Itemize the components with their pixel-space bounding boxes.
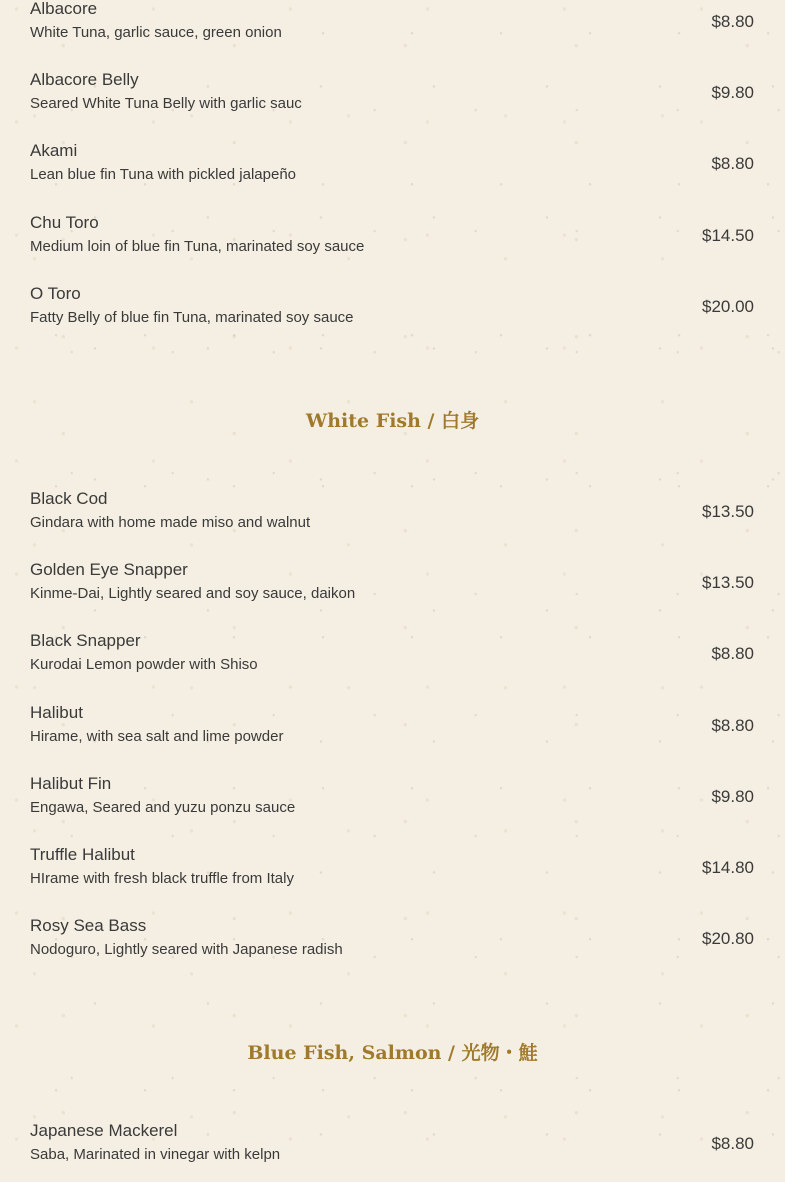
- item-price: $8.80: [711, 1134, 754, 1153]
- item-price: $13.50: [702, 502, 754, 521]
- item-name: Japanese Mackerel: [30, 1121, 178, 1140]
- item-description: Hirame, with sea salt and lime powder: [30, 728, 284, 745]
- item-price: $20.80: [702, 929, 754, 948]
- menu-item-truffle-halibut: [30, 845, 754, 905]
- item-name: Rosy Sea Bass: [30, 916, 147, 935]
- menu-item-halibut-fin: [30, 774, 754, 834]
- item-description: Kinme-Dai, Lightly seared and soy sauce, daikon: [30, 585, 356, 602]
- menu-item-black-cod: [30, 489, 754, 549]
- item-price: $9.80: [711, 787, 754, 806]
- item-name: Chu Toro: [30, 213, 99, 232]
- item-price: $13.50: [702, 573, 754, 592]
- item-name: Albacore: [30, 0, 98, 18]
- item-description: Engawa, Seared and yuzu ponzu sauce: [30, 799, 296, 816]
- item-name: Halibut Fin: [30, 774, 112, 793]
- item-description: Medium loin of blue fin Tuna, marinated soy sauce: [30, 238, 365, 255]
- item-name: Akami: [30, 141, 78, 160]
- menu-item-akami: [30, 141, 754, 201]
- item-price: $8.80: [711, 12, 754, 31]
- section-title-blue-fish-salmon: Blue Fish, Salmon / 光物・鮭: [247, 1042, 538, 1064]
- item-price: $8.80: [711, 716, 754, 735]
- menu-item-halibut: [30, 703, 754, 763]
- item-name: Halibut: [30, 703, 83, 722]
- item-name: Golden Eye Snapper: [30, 560, 188, 579]
- item-price: $20.00: [702, 297, 754, 316]
- item-price: $9.80: [711, 83, 754, 102]
- item-description: White Tuna, garlic sauce, green onion: [30, 24, 282, 41]
- item-price: $14.50: [702, 226, 754, 245]
- item-price: $8.80: [711, 644, 754, 663]
- item-description: Nodoguro, Lightly seared with Japanese radish: [30, 941, 343, 958]
- item-price: $8.80: [711, 154, 754, 173]
- item-name: Black Cod: [30, 489, 108, 508]
- menu-item-japanese-mackerel: [30, 1121, 754, 1181]
- menu-item-o-toro: [30, 284, 754, 344]
- item-name: O Toro: [30, 284, 81, 303]
- item-description: Seared White Tuna Belly with garlic sauc: [30, 95, 302, 112]
- item-name: Albacore Belly: [30, 70, 139, 89]
- item-description: Kurodai Lemon powder with Shiso: [30, 656, 258, 673]
- item-description: Lean blue fin Tuna with pickled jalapeño: [30, 166, 297, 183]
- menu-item-chu-toro: [30, 213, 754, 273]
- item-price: $14.80: [702, 858, 754, 877]
- item-description: Gindara with home made miso and walnut: [30, 514, 311, 531]
- item-name: Truffle Halibut: [30, 845, 135, 864]
- menu-item-albacore: [30, 0, 754, 59]
- item-description: HIrame with fresh black truffle from Italy: [30, 870, 294, 887]
- menu-item-golden-eye-snapper: [30, 560, 754, 620]
- menu-item-albacore-belly: [30, 70, 754, 130]
- menu-item-rosy-sea-bass: [30, 916, 754, 976]
- item-name: Black Snapper: [30, 631, 141, 650]
- item-description: Saba, Marinated in vinegar with kelpn: [30, 1146, 281, 1163]
- item-description: Fatty Belly of blue fin Tuna, marinated soy sauce: [30, 309, 354, 326]
- menu-item-black-snapper: [30, 631, 754, 691]
- section-title-white-fish: White Fish / 白身: [305, 410, 480, 432]
